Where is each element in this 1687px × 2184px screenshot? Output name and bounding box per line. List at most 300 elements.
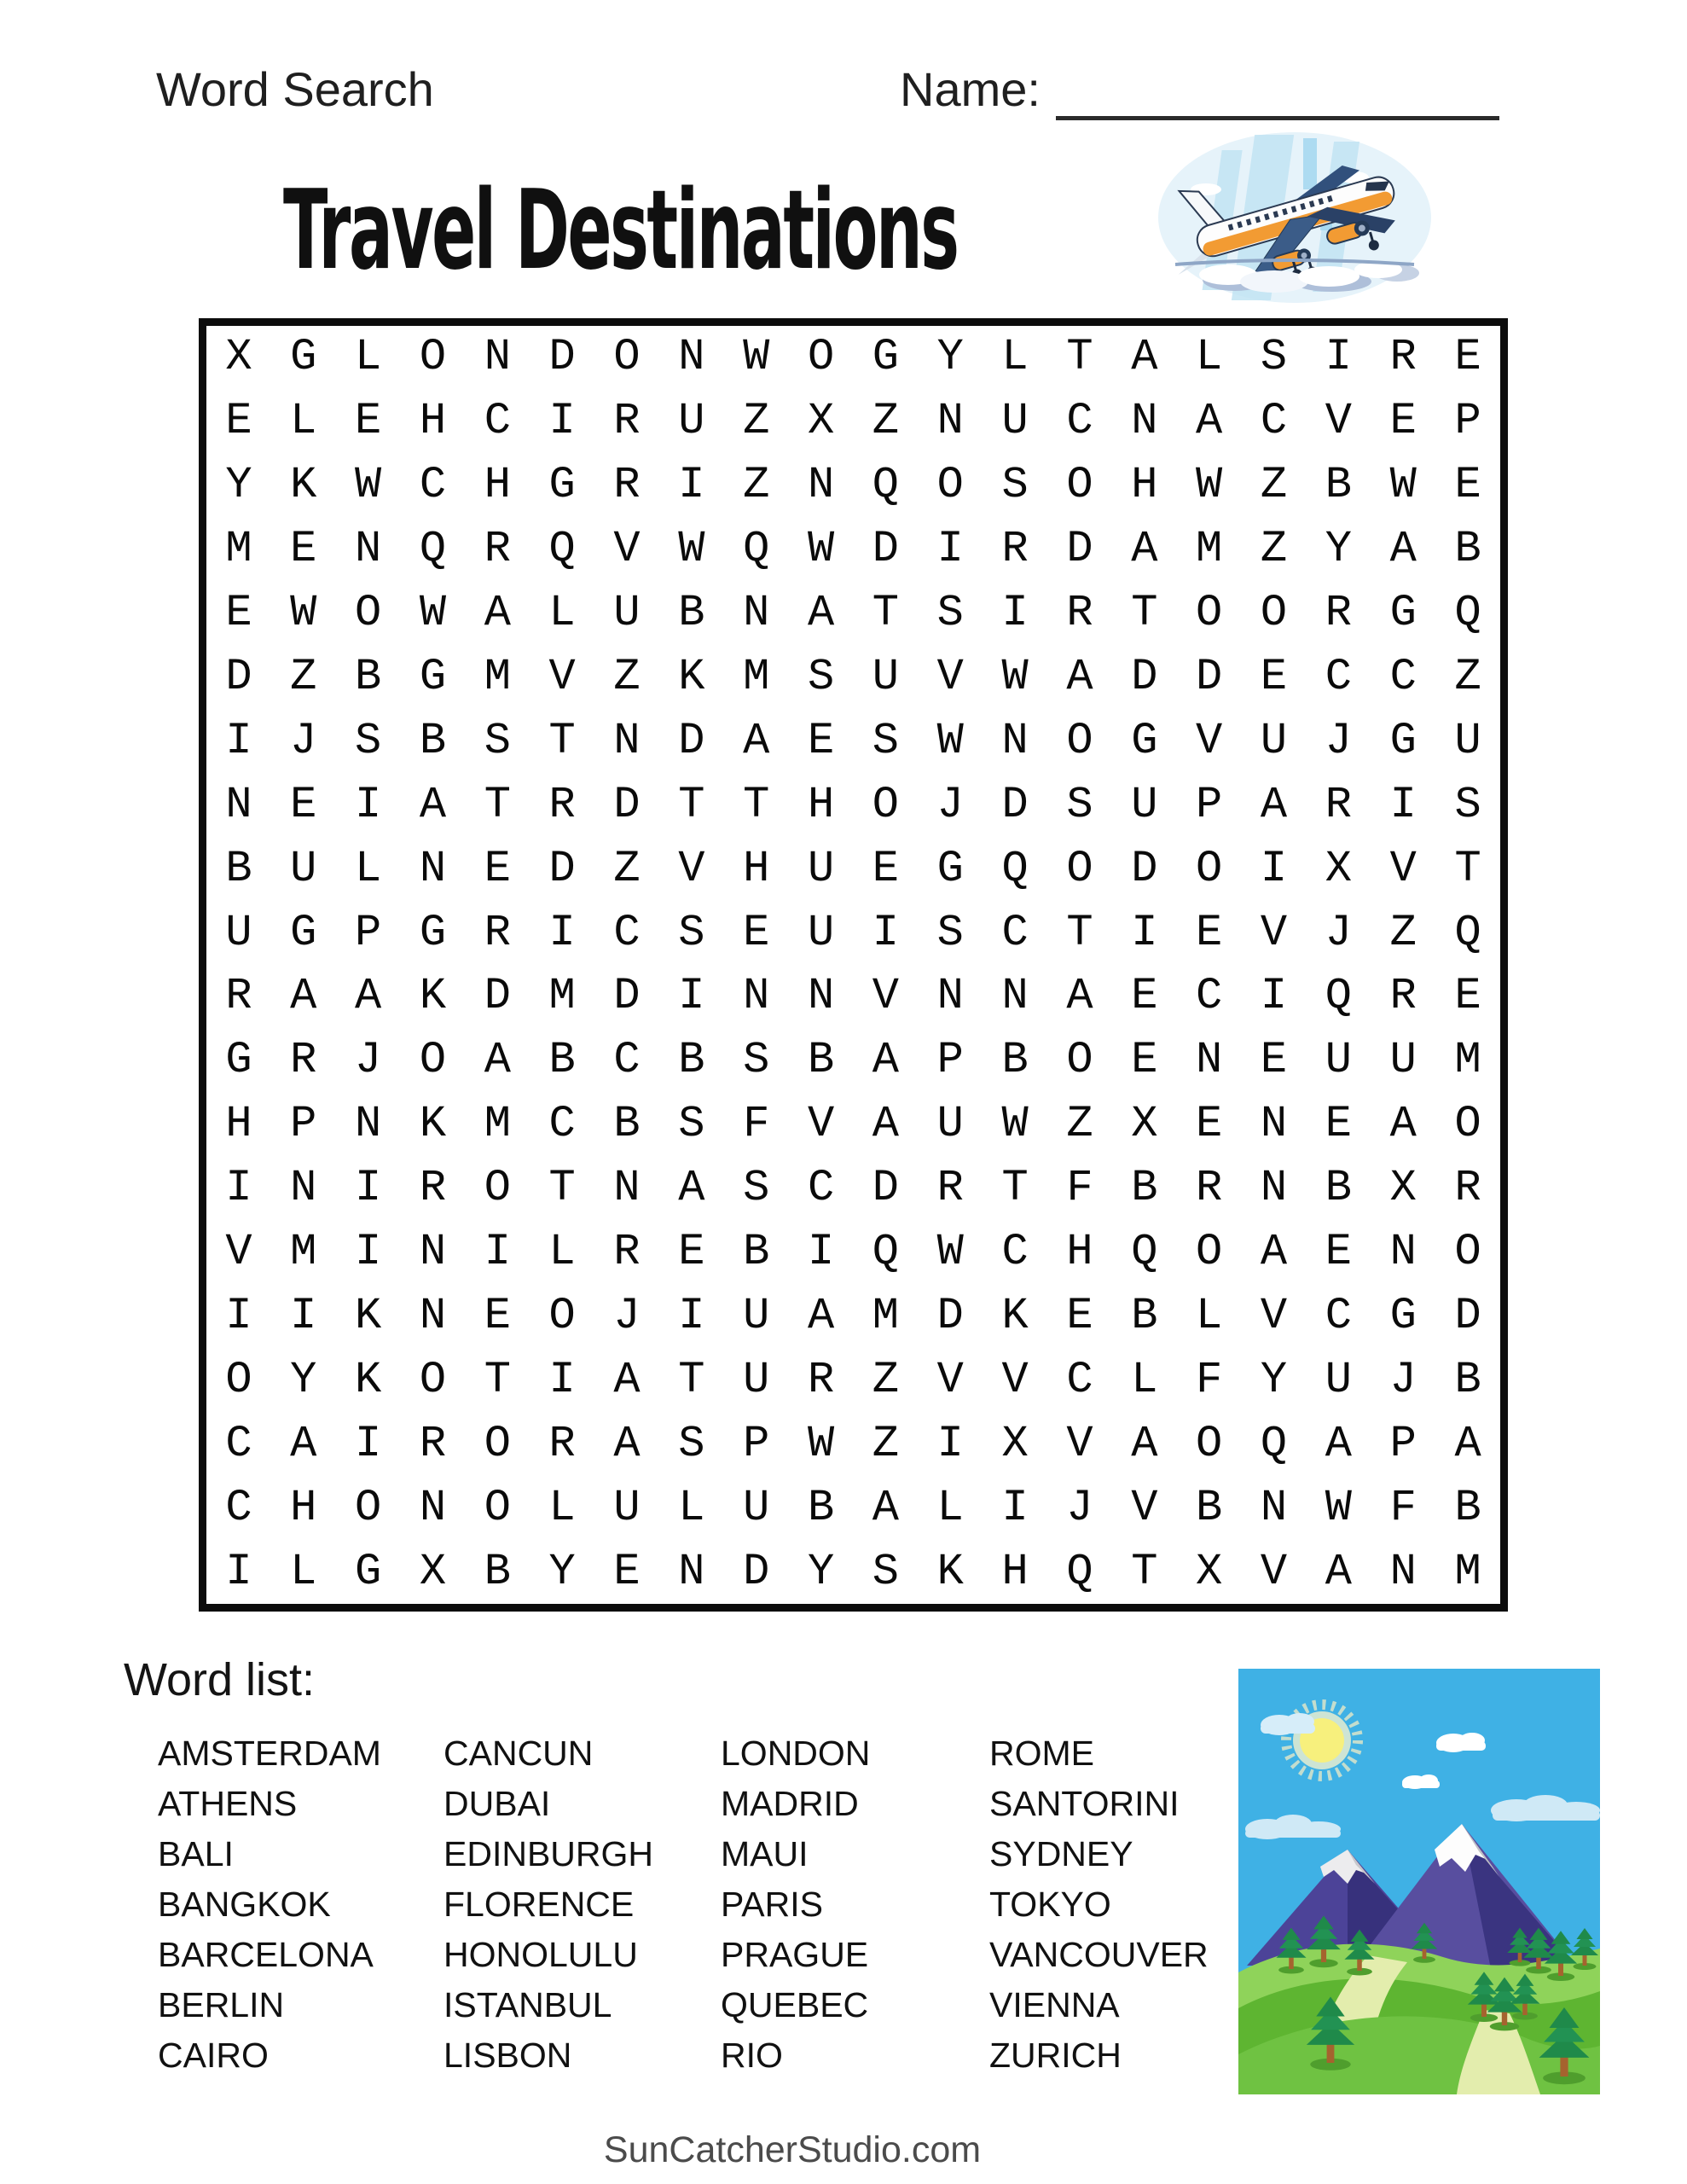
grid-letter: S xyxy=(872,1546,900,1597)
grid-letter: H xyxy=(743,843,770,894)
grid-letter: U xyxy=(678,396,705,447)
grid-letter: N xyxy=(1389,1546,1417,1597)
grid-letter: N xyxy=(355,524,382,575)
grid-letter: D xyxy=(1131,843,1158,894)
grid-letter: B xyxy=(678,588,705,639)
grid-letter: G xyxy=(1131,715,1158,766)
grid-letter: A xyxy=(1389,1099,1417,1150)
grid-letter: V xyxy=(1260,1546,1288,1597)
grid-letter: U xyxy=(1454,715,1481,766)
grid-letter: N xyxy=(613,715,641,766)
grid-letter: M xyxy=(1196,524,1223,575)
word-list-column xyxy=(443,1728,653,2081)
grid-letter: I xyxy=(225,1163,252,1214)
word-item: MAUI xyxy=(721,1834,809,1873)
grid-letter: F xyxy=(1196,1354,1223,1405)
grid-letter: I xyxy=(678,1290,705,1341)
grid-letter: E xyxy=(1260,1035,1288,1086)
grid-letter: U xyxy=(807,843,835,894)
grid-letter: B xyxy=(1001,1035,1029,1086)
word-item: MADRID xyxy=(721,1784,859,1823)
grid-letter: Q xyxy=(872,460,900,511)
grid-letter: V xyxy=(936,651,964,702)
grid-letter: S xyxy=(872,715,900,766)
word-item: BARCELONA xyxy=(158,1935,374,1974)
grid-letter: T xyxy=(548,1163,576,1214)
grid-letter: D xyxy=(936,1290,964,1341)
word-item: BERLIN xyxy=(158,1985,285,2024)
grid-letter: E xyxy=(1454,460,1481,511)
grid-letter: J xyxy=(1066,1482,1093,1533)
grid-letter: C xyxy=(807,1163,835,1214)
grid-letter: D xyxy=(548,332,576,383)
grid-letter: L xyxy=(355,843,382,894)
grid-letter: O xyxy=(1454,1099,1481,1150)
grid-letter: V xyxy=(225,1227,252,1278)
grid-letter: U xyxy=(225,907,252,958)
grid-letter: S xyxy=(484,715,511,766)
grid-letter: X xyxy=(1196,1546,1223,1597)
grid-letter: L xyxy=(936,1482,964,1533)
grid-letter: W xyxy=(1196,460,1223,511)
grid-letter: U xyxy=(1260,715,1288,766)
grid-letter: K xyxy=(419,971,447,1022)
grid-letter: O xyxy=(419,1354,447,1405)
grid-letter: R xyxy=(1389,332,1417,383)
grid-letter: B xyxy=(807,1482,835,1533)
grid-letter: Z xyxy=(1454,651,1481,702)
grid-letter: X xyxy=(1131,1099,1158,1150)
grid-letter: N xyxy=(678,1546,705,1597)
grid-letter: O xyxy=(1454,1227,1481,1278)
word-item: DUBAI xyxy=(443,1784,551,1823)
word-list-heading: Word list: xyxy=(124,1654,316,1705)
grid-letter: I xyxy=(936,1418,964,1469)
grid-letter: O xyxy=(1260,588,1288,639)
grid-letter: A xyxy=(1389,524,1417,575)
airplane-illustration xyxy=(1153,130,1436,307)
grid-letter: M xyxy=(548,971,576,1022)
grid-letter: Q xyxy=(1131,1227,1158,1278)
grid-letter: F xyxy=(1066,1163,1093,1214)
grid-letter: R xyxy=(613,460,641,511)
grid-letter: Z xyxy=(1260,524,1288,575)
grid-letter: N xyxy=(1260,1099,1288,1150)
grid-letter: H xyxy=(1066,1227,1093,1278)
grid-letter: A xyxy=(872,1035,900,1086)
grid-letter: D xyxy=(1001,779,1029,830)
grid-letter: V xyxy=(1325,396,1352,447)
grid-letter: V xyxy=(1196,715,1223,766)
grid-letter: Z xyxy=(872,1354,900,1405)
grid-letter: Q xyxy=(1454,907,1481,958)
grid-letter: T xyxy=(1066,332,1093,383)
word-item: HONOLULU xyxy=(443,1935,638,1974)
grid-letter: T xyxy=(548,715,576,766)
grid-letter: C xyxy=(1001,907,1029,958)
name-label: Name: xyxy=(900,62,1041,116)
grid-letter: C xyxy=(1196,971,1223,1022)
grid-letter: A xyxy=(484,1035,511,1086)
grid-letter: H xyxy=(807,779,835,830)
grid-letter: X xyxy=(1389,1163,1417,1214)
word-item: FLORENCE xyxy=(443,1885,635,1924)
grid-letter: D xyxy=(613,779,641,830)
grid-letter: C xyxy=(225,1418,252,1469)
grid-letter: A xyxy=(1260,1227,1288,1278)
grid-letter: M xyxy=(484,651,511,702)
grid-letter: L xyxy=(355,332,382,383)
grid-letter: K xyxy=(355,1290,382,1341)
grid-letter: V xyxy=(548,651,576,702)
word-item: ATHENS xyxy=(158,1784,298,1823)
grid-letter: I xyxy=(1001,1482,1029,1533)
grid-letter: R xyxy=(807,1354,835,1405)
grid-letter: A xyxy=(1454,1418,1481,1469)
grid-letter: K xyxy=(419,1099,447,1150)
grid-letter: R xyxy=(548,1418,576,1469)
grid-letter: H xyxy=(419,396,447,447)
grid-letter: A xyxy=(807,1290,835,1341)
grid-letter: C xyxy=(1325,1290,1352,1341)
grid-letter: T xyxy=(678,779,705,830)
grid-letter: C xyxy=(613,1035,641,1086)
word-list-column xyxy=(721,1728,870,2081)
grid-letter: D xyxy=(1066,524,1093,575)
grid-letter: K xyxy=(936,1546,964,1597)
grid-letter: J xyxy=(290,715,317,766)
grid-letter: O xyxy=(1066,715,1093,766)
grid-letter: C xyxy=(1066,396,1093,447)
grid-letter: L xyxy=(678,1482,705,1533)
grid-letter: W xyxy=(1389,460,1417,511)
grid-letter: O xyxy=(1196,1418,1223,1469)
grid-letter: V xyxy=(678,843,705,894)
grid-letter: Y xyxy=(1260,1354,1288,1405)
grid-letter: D xyxy=(225,651,252,702)
grid-letter: A xyxy=(872,1099,900,1150)
grid-letter: E xyxy=(678,1227,705,1278)
grid-letter: Z xyxy=(1389,907,1417,958)
word-item: CANCUN xyxy=(443,1734,594,1773)
grid-letter: U xyxy=(807,907,835,958)
grid-letter: U xyxy=(1001,396,1029,447)
word-item: TOKYO xyxy=(989,1885,1111,1924)
grid-letter: T xyxy=(484,1354,511,1405)
grid-letter: W xyxy=(678,524,705,575)
grid-letter: Y xyxy=(290,1354,317,1405)
grid-letter: X xyxy=(807,396,835,447)
grid-letter: U xyxy=(1325,1035,1352,1086)
grid-letter: C xyxy=(1260,396,1288,447)
grid-letter: V xyxy=(1001,1354,1029,1405)
grid-letter: A xyxy=(290,1418,317,1469)
grid-letter: Q xyxy=(1066,1546,1093,1597)
grid-letter: O xyxy=(355,1482,382,1533)
grid-letter: W xyxy=(936,715,964,766)
grid-letter: O xyxy=(355,588,382,639)
grid-letter: I xyxy=(1131,907,1158,958)
grid-letter: M xyxy=(743,651,770,702)
grid-letter: Q xyxy=(1325,971,1352,1022)
grid-letter: E xyxy=(872,843,900,894)
grid-letter: D xyxy=(1196,651,1223,702)
grid-letter: C xyxy=(484,396,511,447)
grid-letter: G xyxy=(355,1546,382,1597)
grid-letter: E xyxy=(613,1546,641,1597)
name-input-line[interactable] xyxy=(1056,116,1499,120)
grid-letter: I xyxy=(1389,779,1417,830)
grid-letter: I xyxy=(936,524,964,575)
grid-letter: V xyxy=(1131,1482,1158,1533)
grid-letter: B xyxy=(1325,1163,1352,1214)
grid-letter: V xyxy=(1389,843,1417,894)
grid-letter: V xyxy=(613,524,641,575)
grid-letter: G xyxy=(1389,715,1417,766)
grid-letter: T xyxy=(1454,843,1481,894)
grid-letter: I xyxy=(678,460,705,511)
grid-letter: F xyxy=(743,1099,770,1150)
grid-letter: O xyxy=(1066,460,1093,511)
grid-letter: U xyxy=(743,1354,770,1405)
grid-letter: T xyxy=(1131,1546,1158,1597)
word-item: AMSTERDAM xyxy=(158,1734,381,1773)
grid-letter: N xyxy=(1196,1035,1223,1086)
grid-letter: S xyxy=(807,651,835,702)
word-item: ZURICH xyxy=(989,2036,1122,2075)
grid-letter: B xyxy=(1454,1354,1481,1405)
grid-letter: X xyxy=(419,1546,447,1597)
grid-letter: E xyxy=(1454,332,1481,383)
grid-letter: L xyxy=(1196,1290,1223,1341)
grid-letter: A xyxy=(743,715,770,766)
grid-letter: I xyxy=(225,715,252,766)
grid-letter: D xyxy=(743,1546,770,1597)
page-title: Travel Destinations xyxy=(283,167,958,294)
grid-letter: O xyxy=(484,1163,511,1214)
grid-letter: H xyxy=(290,1482,317,1533)
grid-letter: W xyxy=(807,1418,835,1469)
grid-letter: V xyxy=(1260,1290,1288,1341)
grid-letter: S xyxy=(678,907,705,958)
grid-letter: M xyxy=(225,524,252,575)
grid-letter: I xyxy=(225,1546,252,1597)
grid-letter: P xyxy=(1454,396,1481,447)
grid-letter: P xyxy=(355,907,382,958)
grid-letter: W xyxy=(1325,1482,1352,1533)
grid-letter: B xyxy=(1454,524,1481,575)
grid-letter: N xyxy=(807,971,835,1022)
word-list-column xyxy=(989,1728,1209,2081)
grid-letter: N xyxy=(678,332,705,383)
grid-letter: V xyxy=(1260,907,1288,958)
grid-letter: G xyxy=(419,651,447,702)
grid-letter: U xyxy=(1131,779,1158,830)
word-item: VIENNA xyxy=(989,1985,1120,2024)
grid-letter: C xyxy=(1066,1354,1093,1405)
grid-letter: E xyxy=(1389,396,1417,447)
grid-letter: L xyxy=(290,396,317,447)
grid-letter: B xyxy=(1131,1290,1158,1341)
grid-letter: A xyxy=(1131,1418,1158,1469)
grid-letter: E xyxy=(807,715,835,766)
grid-letter: R xyxy=(936,1163,964,1214)
grid-letter: P xyxy=(1389,1418,1417,1469)
grid-letter: P xyxy=(936,1035,964,1086)
grid-letter: H xyxy=(1001,1546,1029,1597)
grid-letter: R xyxy=(1389,971,1417,1022)
grid-letter: N xyxy=(419,1290,447,1341)
grid-letter: J xyxy=(1325,907,1352,958)
grid-letter: G xyxy=(548,460,576,511)
grid-letter: S xyxy=(678,1418,705,1469)
grid-letter: E xyxy=(1066,1290,1093,1341)
grid-letter: M xyxy=(872,1290,900,1341)
grid-letter: Z xyxy=(613,651,641,702)
grid-letter: G xyxy=(290,907,317,958)
grid-letter: N xyxy=(419,1482,447,1533)
grid-letter: K xyxy=(1001,1290,1029,1341)
grid-letter: T xyxy=(872,588,900,639)
grid-letter: X xyxy=(225,332,252,383)
grid-letter: N xyxy=(743,971,770,1022)
grid-letter: I xyxy=(1001,588,1029,639)
grid-letter: E xyxy=(1454,971,1481,1022)
grid-letter: G xyxy=(936,843,964,894)
grid-letter: X xyxy=(1325,843,1352,894)
grid-letter: U xyxy=(936,1099,964,1150)
grid-letter: Y xyxy=(936,332,964,383)
word-item: QUEBEC xyxy=(721,1985,869,2024)
grid-letter: E xyxy=(1131,1035,1158,1086)
grid-letter: R xyxy=(1196,1163,1223,1214)
grid-letter: W xyxy=(807,524,835,575)
grid-letter: O xyxy=(419,1035,447,1086)
grid-letter: W xyxy=(743,332,770,383)
grid-letter: R xyxy=(1454,1163,1481,1214)
grid-letter: L xyxy=(1001,332,1029,383)
grid-letter: N xyxy=(355,1099,382,1150)
grid-letter: T xyxy=(1001,1163,1029,1214)
grid-letter: B xyxy=(678,1035,705,1086)
grid-letter: O xyxy=(613,332,641,383)
grid-letter: L xyxy=(1196,332,1223,383)
grid-letter: B xyxy=(743,1227,770,1278)
grid-letter: M xyxy=(290,1227,317,1278)
grid-letter: I xyxy=(1260,843,1288,894)
grid-letter: O xyxy=(484,1418,511,1469)
word-item: ISTANBUL xyxy=(443,1985,612,2024)
grid-letter: E xyxy=(1196,1099,1223,1150)
word-list-column xyxy=(158,1728,381,2081)
grid-letter: Q xyxy=(872,1227,900,1278)
grid-letter: N xyxy=(613,1163,641,1214)
word-item: LONDON xyxy=(721,1734,871,1773)
grid-letter: O xyxy=(419,332,447,383)
grid-letter: I xyxy=(484,1227,511,1278)
grid-letter: N xyxy=(743,588,770,639)
grid-letter: A xyxy=(807,588,835,639)
grid-letter: C xyxy=(1001,1227,1029,1278)
grid-letter: J xyxy=(613,1290,641,1341)
grid-letter: U xyxy=(613,1482,641,1533)
grid-letter: S xyxy=(355,715,382,766)
grid-letter: K xyxy=(355,1354,382,1405)
grid-letter: S xyxy=(936,907,964,958)
grid-letter: E xyxy=(225,588,252,639)
grid-letter: R xyxy=(484,524,511,575)
grid-letter: N xyxy=(1260,1482,1288,1533)
grid-letter: D xyxy=(678,715,705,766)
grid-letter: B xyxy=(419,715,447,766)
word-item: VANCOUVER xyxy=(989,1935,1209,1974)
grid-letter: O xyxy=(1196,588,1223,639)
grid-letter: O xyxy=(225,1354,252,1405)
grid-letter: T xyxy=(484,779,511,830)
grid-letter: Z xyxy=(743,460,770,511)
grid-letter: Z xyxy=(1260,460,1288,511)
grid-letter: A xyxy=(1131,332,1158,383)
grid-letter: Q xyxy=(1001,843,1029,894)
grid-letter: S xyxy=(678,1099,705,1150)
worksheet-type-label: Word Search xyxy=(156,62,434,116)
grid-letter: I xyxy=(807,1227,835,1278)
grid-letter: R xyxy=(1066,588,1093,639)
grid-letter: D xyxy=(613,971,641,1022)
grid-letter: A xyxy=(484,588,511,639)
grid-letter: I xyxy=(548,1354,576,1405)
grid-letter: O xyxy=(1066,843,1093,894)
grid-letter: L xyxy=(548,588,576,639)
grid-letter: N xyxy=(1131,396,1158,447)
grid-letter: D xyxy=(872,524,900,575)
grid-letter: N xyxy=(936,396,964,447)
grid-letter: U xyxy=(290,843,317,894)
grid-letter: L xyxy=(1131,1354,1158,1405)
grid-letter: T xyxy=(1131,588,1158,639)
grid-letter: A xyxy=(1325,1418,1352,1469)
grid-letter: B xyxy=(613,1099,641,1150)
grid-letter: Y xyxy=(548,1546,576,1597)
grid-letter: E xyxy=(225,396,252,447)
grid-letter: R xyxy=(419,1418,447,1469)
grid-letter: H xyxy=(225,1099,252,1150)
grid-letter: O xyxy=(1196,843,1223,894)
grid-letter: W xyxy=(290,588,317,639)
word-item: BALI xyxy=(158,1834,234,1873)
word-item: PARIS xyxy=(721,1885,823,1924)
grid-letter: H xyxy=(1131,460,1158,511)
grid-letter: Q xyxy=(1454,588,1481,639)
grid-letter: Z xyxy=(1066,1099,1093,1150)
grid-letter: W xyxy=(355,460,382,511)
grid-letter: U xyxy=(743,1290,770,1341)
word-item: SANTORINI xyxy=(989,1784,1180,1823)
word-item: PRAGUE xyxy=(721,1935,869,1974)
grid-letter: Y xyxy=(807,1546,835,1597)
grid-letter: I xyxy=(290,1290,317,1341)
grid-letter: G xyxy=(290,332,317,383)
grid-letter: S xyxy=(1001,460,1029,511)
grid-letter: A xyxy=(1325,1546,1352,1597)
grid-letter: A xyxy=(678,1163,705,1214)
grid-letter: I xyxy=(225,1290,252,1341)
grid-letter: I xyxy=(355,1418,382,1469)
grid-letter: E xyxy=(743,907,770,958)
grid-letter: B xyxy=(1325,460,1352,511)
grid-letter: A xyxy=(1131,524,1158,575)
word-item: EDINBURGH xyxy=(443,1834,654,1873)
